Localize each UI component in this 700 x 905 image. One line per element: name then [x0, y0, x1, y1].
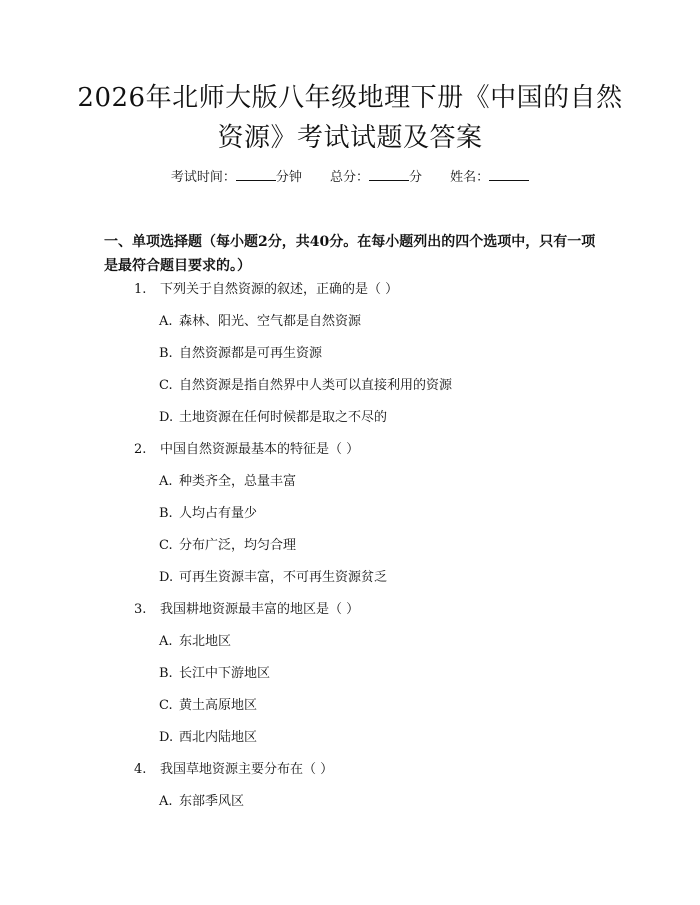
name-label: 姓名：	[450, 170, 490, 185]
question-number: 4.	[134, 762, 147, 777]
option-text: 分布广泛，均匀合理	[179, 538, 297, 553]
option-item	[159, 664, 270, 684]
name-field	[450, 168, 529, 188]
option-item	[159, 312, 361, 332]
option-letter: C.	[159, 538, 173, 553]
exam-time-label: 考试时间：	[170, 170, 236, 185]
total-score-unit: 分	[409, 170, 423, 185]
option-text: 自然资源都是可再生资源	[179, 346, 323, 361]
option-item	[159, 632, 231, 652]
option-letter: D.	[159, 410, 174, 425]
option-item	[159, 536, 296, 556]
exam-time-blank	[236, 168, 276, 181]
question-text: 下列关于自然资源的叙述，正确的是（ ）	[160, 282, 399, 297]
option-item	[159, 472, 296, 492]
option-text: 黄土高原地区	[179, 698, 258, 713]
question-item	[134, 600, 359, 620]
option-item	[159, 376, 452, 396]
option-letter: A.	[159, 794, 173, 809]
question-text: 中国自然资源最基本的特征是（ ）	[160, 442, 360, 457]
option-text: 东北地区	[179, 634, 232, 649]
option-letter: D.	[159, 570, 174, 585]
option-letter: C.	[159, 378, 173, 393]
page-title: 2026年北师大版八年级地理下册《中国的自然资源》考试试题及答案	[77, 83, 623, 153]
option-text: 土地资源在任何时候都是取之不尽的	[179, 410, 388, 425]
option-letter: C.	[159, 698, 173, 713]
option-letter: A.	[159, 634, 173, 649]
option-item	[159, 696, 257, 716]
question-number: 2.	[134, 442, 147, 457]
question-item	[134, 440, 359, 460]
option-letter: B.	[159, 506, 173, 521]
option-item	[159, 408, 387, 428]
option-text: 森林、阳光、空气都是自然资源	[179, 314, 362, 329]
option-letter: D.	[159, 730, 174, 745]
option-letter: B.	[159, 346, 173, 361]
question-item	[134, 280, 398, 300]
option-letter: A.	[159, 474, 173, 489]
exam-meta	[0, 168, 700, 188]
exam-time-field	[171, 168, 302, 188]
option-letter: A.	[159, 314, 173, 329]
exam-time-unit: 分钟	[275, 170, 302, 185]
option-text: 可再生资源丰富，不可再生资源贫乏	[179, 570, 388, 585]
total-score-field	[330, 168, 422, 188]
option-text: 种类齐全，总量丰富	[179, 474, 297, 489]
question-text: 我国耕地资源最丰富的地区是（ ）	[160, 602, 360, 617]
section-heading: 一、单项选择题（每小题2分，共40分。在每小题列出的四个选项中，只有一项是最符合题目要求的。）	[104, 234, 596, 274]
option-text: 东部季风区	[179, 794, 245, 809]
total-score-label: 总分：	[329, 170, 369, 185]
option-item	[159, 504, 257, 524]
option-item	[159, 728, 257, 748]
option-item	[159, 568, 387, 588]
question-text: 我国草地资源主要分布在（ ）	[160, 762, 334, 777]
option-text: 人均占有量少	[179, 506, 258, 521]
option-item	[159, 344, 322, 364]
total-score-blank	[369, 168, 409, 181]
question-number: 1.	[134, 282, 147, 297]
option-letter: B.	[159, 666, 173, 681]
option-text: 自然资源是指自然界中人类可以直接利用的资源	[179, 378, 453, 393]
option-text: 长江中下游地区	[179, 666, 271, 681]
option-text: 西北内陆地区	[179, 730, 258, 745]
name-blank	[489, 168, 529, 181]
question-number: 3.	[134, 602, 147, 617]
question-item	[134, 760, 333, 780]
option-item	[159, 792, 244, 812]
